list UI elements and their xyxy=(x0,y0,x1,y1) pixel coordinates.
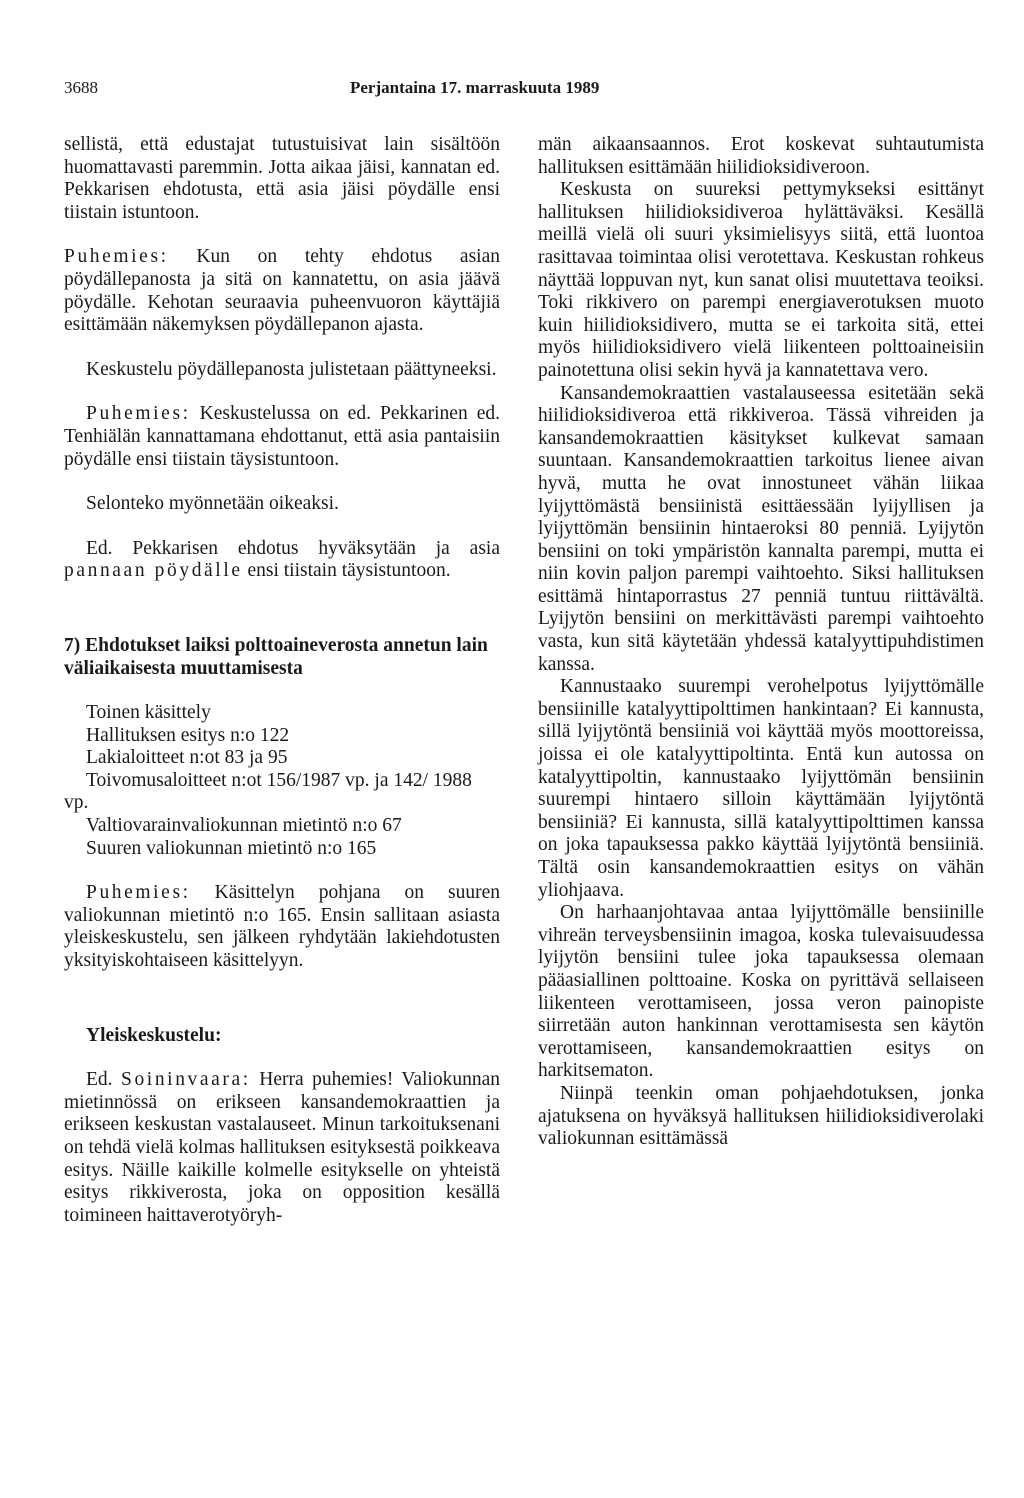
paragraph: Niinpä teenkin oman pohjaehdotuksen, jonka ajatuksena on hyväksyä hallituksen hiilidioksidiverolaki valiokunnan esittämässä xyxy=(538,1082,984,1150)
meta-line: Hallituksen esitys n:o 122 xyxy=(86,724,290,746)
decision-emphasis: pannaan pöydälle xyxy=(64,560,243,582)
speaker-name: Puhemies: xyxy=(64,246,169,268)
paragraph xyxy=(64,538,500,583)
document-meta xyxy=(64,702,500,860)
paragraph: Selonteko myönnetään oikeaksi. xyxy=(86,493,339,515)
paragraph-text: Ed. Pekkarisen ehdotus hyväksytään ja asia xyxy=(86,537,500,559)
right-column xyxy=(538,134,984,1151)
paragraph xyxy=(64,403,500,471)
left-column xyxy=(64,134,500,1227)
paragraph xyxy=(64,246,500,336)
paragraph-text: Kun on tehty ehdotus asian pöydällepanosta ja sitä on kannatettu, on asia jäävä pöydälle. Kehotan seuraavia puheenvuoron käyttäjiä esittämään näkemyksen pöydällepanon ajasta. xyxy=(64,246,500,336)
paragraph: Kannustaako suurempi verohelpotus lyijyttömälle bensiinille katalyyttipolttimen hankintaan? Ei kannusta, sillä lyijytöntä bensiiniä voi käyttää myös moottoreissa, joissa ei ole katalyyttipoltinta. Entä kun autossa on katalyyttipoltin, kannustaako lyijyttömän bensiinin suurempi hintaero silloin käyttämään lyijytöntä bensiiniä? Ei kannusta, sillä katalyyttipolttimen kanssa on joka tapauksessa pakko käyttää lyijytöntä bensiiniä. Tältä osin kansandemokraattien esitys on vähän yliohjaava. xyxy=(538,676,984,901)
meta-line: Toinen käsittely xyxy=(86,702,211,724)
section-heading: 7) Ehdotukset laiksi polttoaineverosta annetun lain väliaikaisesta muuttamisesta xyxy=(64,634,488,679)
speaker-name: Puhemies: xyxy=(86,882,191,904)
page-header xyxy=(64,78,984,102)
paragraph: Kansandemokraattien vastalauseessa esitetään sekä hiilidioksidiveroa että rikkiveroa. Tässä vihreiden ja kansandemokraattien käsitykset kulkevat samaan suuntaan. Kansandemokraattien tarkoitus lienee aivan hyvä, mutta he ovat innostuneet vähän liikaa lyijyttömästä bensiinistä esittäessään lyijyllisen ja lyijyttömän bensiinin hintaeroksi 80 penniä. Lyijytön bensiini on toki ympäristön kannalta parempi, mutta ei niin kovin paljon parempi vaihtoehto. Siksi hallituksen esittämä hintaporrastus 27 penniä tuntuu riittävältä. Lyijytön bensiini on merkittävästi parempi vaihtoehto vasta, kun sitä käytetään yhdessä katalyyttipuhdistimen kanssa. xyxy=(538,382,984,675)
paragraph xyxy=(64,882,500,972)
paragraph-text: Käsittelyn pohjana on suuren valiokunnan mietintö n:o 165. Ensin sallitaan asiasta yleiskeskustelu, sen jälkeen ryhdytään lakiehdotusten yksityiskohtaiseen käsittelyyn. xyxy=(64,882,500,972)
paragraph: män aikaansaannos. Erot koskevat suhtautumista hallituksen esittämään hiilidioksidiveroon. xyxy=(538,134,984,178)
meta-line: Valtiovarainvaliokunnan mietintö n:o 67 xyxy=(86,815,402,837)
meta-line: Lakialoitteet n:ot 83 ja 95 xyxy=(86,747,288,769)
subheading: Yleiskeskustelu: xyxy=(86,1024,222,1046)
speaker-name: Puhemies: xyxy=(86,403,191,425)
paragraph: sellistä, että edustajat tutustuisivat lain sisältöön huomattavasti paremmin. Jotta aikaa jäisi, kannatan ed. Pekkarisen ehdotusta, että asia jäisi pöydälle ensi tiistain istuntoon. xyxy=(64,134,500,223)
paragraph-text: ensi tiistain täysistuntoon. xyxy=(242,560,451,582)
paragraph: Keskustelu pöydällepanosta julistetaan päättyneeksi. xyxy=(86,358,497,380)
header-date-title: Perjantaina 17. marraskuuta 1989 xyxy=(350,78,600,97)
paragraph: Keskusta on suureksi pettymykseksi esittänyt hallituksen hiilidioksidiveroa hylättäväksi. Kesällä meillä vielä oli suuri yksimielisyys siitä, että luontoa rasittavaa toimintaa olisi verotettava. Keskustan rohkeus näyttää loppuvan nyt, kun sanat olisi muutettava teoiksi. Toki rikkivero on parempi energiaverotuksen muoto kuin hiilidioksidivero, mutta se ei tarkoita sitä, ettei myös hiilidioksidivero vielä liikenteen polttoaineisiin painotettuna olisi sekin hyvä ja kannatettava vero. xyxy=(538,179,984,381)
meta-line: Suuren valiokunnan mietintö n:o 165 xyxy=(86,837,377,859)
paragraph-text: Herra puhemies! Valiokunnan mietinnössä on erikseen kansandemokraattien ja erikseen keskustan vastalauseet. Minun tarkoituksenani on tehdä vielä kolmas hallituksen esityksestä poikkeava esitys. Näille kaikille kolmelle esitykselle on yhteistä esitys rikkiverosta, joka on opposition kesällä toimineen haittaverotyöryh- xyxy=(64,1069,500,1226)
speaker-name: Soininvaara: xyxy=(121,1069,251,1091)
meta-line: Toivomusaloitteet n:ot 156/1987 vp. ja 142/ 1988 vp. xyxy=(64,769,472,814)
paragraph-text: Ed. xyxy=(86,1069,122,1091)
page-number: 3688 xyxy=(64,78,98,97)
paragraph-text: Keskustelussa on ed. Pekkarinen ed. Tenhiälän kannattamana ehdottanut, että asia pantaisiin pöydälle ensi tiistain täysistuntoon. xyxy=(64,403,500,470)
paragraph: On harhaanjohtavaa antaa lyijyttömälle bensiinille vihreän terveysbensiinin imagoa, koska tulevaisuudessa lyijytön bensiini tulee joka tapauksessa olemaan pääasiallinen polttoaine. Koska on pyrittävä sellaiseen liikenteen verottamiseen, jossa veron painopiste siirretään auton hankinnan verottamisesta sen käytön verottamiseen, kansandemokraattien esitys on harkitsematon. xyxy=(538,902,984,1082)
paragraph xyxy=(64,1069,500,1227)
